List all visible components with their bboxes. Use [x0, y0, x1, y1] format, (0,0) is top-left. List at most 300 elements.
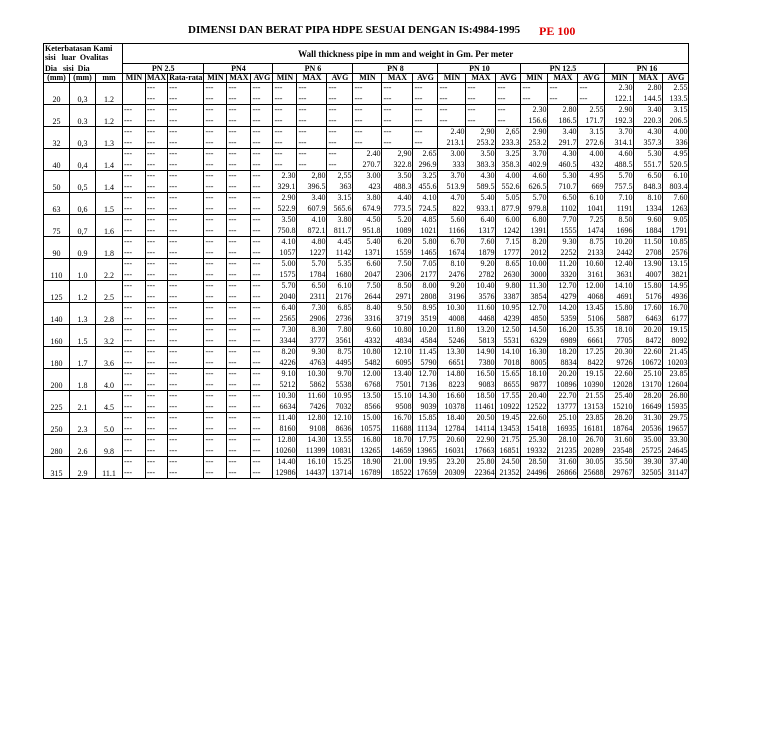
value-cell: 2.40: [353, 149, 382, 160]
subheader-cell: AVG: [251, 74, 273, 83]
value-cell: 5.70: [273, 281, 297, 292]
subheader-cell: MIN: [438, 74, 466, 83]
value-cell: 8472: [634, 336, 663, 347]
table-row: [44, 105, 689, 116]
dia-cell: 75: [44, 215, 70, 237]
value-cell: ---: [204, 413, 227, 424]
value-cell: ---: [146, 83, 168, 94]
value-cell: 4691: [605, 292, 634, 303]
value-cell: ---: [251, 281, 273, 292]
table-row: [44, 358, 689, 369]
value-cell: 6.20: [382, 237, 413, 248]
value-cell: 171.7: [578, 116, 605, 127]
value-cell: 14.80: [438, 369, 466, 380]
value-cell: ---: [146, 182, 168, 193]
subheader-cell: MIN: [273, 74, 297, 83]
value-cell: 750.8: [273, 226, 297, 237]
value-cell: 11.30: [521, 281, 548, 292]
value-cell: 9.30: [297, 347, 327, 358]
value-cell: 10672: [634, 358, 663, 369]
value-cell: 5887: [605, 314, 634, 325]
table-row: [44, 237, 689, 248]
value-cell: 14114: [466, 424, 496, 435]
value-cell: 9.05: [663, 215, 689, 226]
value-cell: 5.70: [297, 259, 327, 270]
value-cell: 2133: [578, 248, 605, 259]
value-cell: ---: [353, 138, 382, 149]
value-cell: ---: [251, 435, 273, 446]
value-cell: 5813: [466, 336, 496, 347]
value-cell: 7032: [327, 402, 353, 413]
value-cell: 20.20: [548, 369, 578, 380]
value-cell: 11.80: [438, 325, 466, 336]
value-cell: 18764: [605, 424, 634, 435]
value-cell: ---: [466, 116, 496, 127]
value-cell: ---: [168, 391, 204, 402]
value-cell: ---: [227, 127, 251, 138]
group-header-pn6: PN 6: [273, 64, 353, 74]
tolerance-cell: 2.6: [70, 435, 96, 457]
value-cell: 3000: [521, 270, 548, 281]
value-cell: ---: [227, 281, 251, 292]
value-cell: ---: [251, 314, 273, 325]
value-cell: 1021: [413, 226, 438, 237]
value-cell: 1191: [605, 204, 634, 215]
subheader-cell: MIN: [204, 74, 227, 83]
value-cell: 1166: [438, 226, 466, 237]
value-cell: ---: [273, 116, 297, 127]
table-row: [44, 380, 689, 391]
unit-ovality: mm: [96, 74, 123, 83]
value-cell: ---: [251, 94, 273, 105]
value-cell: ---: [204, 402, 227, 413]
value-cell: 25.80: [466, 457, 496, 468]
value-cell: 383.3: [466, 160, 496, 171]
value-cell: 6.40: [273, 303, 297, 314]
value-cell: 2.55: [578, 105, 605, 116]
value-cell: ---: [204, 215, 227, 226]
value-cell: 1777: [496, 248, 521, 259]
value-cell: 10.30: [273, 391, 297, 402]
table-row: [44, 347, 689, 358]
value-cell: 2708: [634, 248, 663, 259]
value-cell: 17.25: [578, 347, 605, 358]
value-cell: 1041: [578, 204, 605, 215]
value-cell: ---: [168, 292, 204, 303]
value-cell: 8223: [438, 380, 466, 391]
value-cell: 3344: [273, 336, 297, 347]
value-cell: 29767: [605, 468, 634, 479]
value-cell: 4.70: [438, 193, 466, 204]
value-cell: 5482: [353, 358, 382, 369]
value-cell: 3.80: [327, 215, 353, 226]
value-cell: ---: [273, 105, 297, 116]
value-cell: ---: [353, 116, 382, 127]
value-cell: 24496: [521, 468, 548, 479]
value-cell: 1680: [327, 270, 353, 281]
value-cell: 8.75: [327, 347, 353, 358]
value-cell: 803.4: [663, 182, 689, 193]
value-cell: ---: [251, 413, 273, 424]
value-cell: ---: [168, 303, 204, 314]
value-cell: ---: [123, 380, 146, 391]
value-cell: ---: [227, 226, 251, 237]
value-cell: 5106: [578, 314, 605, 325]
value-cell: 1791: [663, 226, 689, 237]
value-cell: 18.50: [466, 391, 496, 402]
value-cell: 15.80: [605, 303, 634, 314]
value-cell: 2252: [548, 248, 578, 259]
value-cell: 2.80: [548, 105, 578, 116]
value-cell: ---: [168, 369, 204, 380]
value-cell: ---: [168, 226, 204, 237]
value-cell: 6.80: [521, 215, 548, 226]
value-cell: 20.50: [466, 413, 496, 424]
value-cell: 4.60: [521, 171, 548, 182]
group-header-pn8: PN 8: [353, 64, 438, 74]
value-cell: ---: [146, 237, 168, 248]
value-cell: ---: [466, 105, 496, 116]
value-cell: 336: [663, 138, 689, 149]
ovality-cell: 4.5: [96, 391, 123, 413]
value-cell: ---: [123, 325, 146, 336]
value-cell: 32505: [634, 468, 663, 479]
value-cell: 144.5: [634, 94, 663, 105]
value-cell: ---: [438, 105, 466, 116]
value-cell: 669: [578, 182, 605, 193]
ovality-cell: 3.6: [96, 347, 123, 369]
value-cell: ---: [146, 149, 168, 160]
value-cell: ---: [168, 347, 204, 358]
value-cell: 8092: [663, 336, 689, 347]
dia-cell: 40: [44, 149, 70, 171]
value-cell: 8.65: [496, 259, 521, 270]
value-cell: ---: [413, 94, 438, 105]
value-cell: ---: [466, 83, 496, 94]
value-cell: 674.9: [353, 204, 382, 215]
table-row: [44, 259, 689, 270]
value-cell: 2808: [413, 292, 438, 303]
value-cell: ---: [273, 160, 297, 171]
value-cell: 933.1: [466, 204, 496, 215]
value-cell: 3.15: [663, 105, 689, 116]
value-cell: 21.55: [578, 391, 605, 402]
table-row: [44, 336, 689, 347]
value-cell: ---: [123, 281, 146, 292]
value-cell: ---: [168, 182, 204, 193]
value-cell: 14.10: [496, 347, 521, 358]
value-cell: 363: [327, 182, 353, 193]
table-row: [44, 94, 689, 105]
value-cell: 7.10: [605, 193, 634, 204]
value-cell: ---: [123, 182, 146, 193]
value-cell: 2630: [496, 270, 521, 281]
value-cell: 7.30: [273, 325, 297, 336]
value-cell: 16.70: [663, 303, 689, 314]
table-row: [44, 138, 689, 149]
value-cell: 1334: [634, 204, 663, 215]
value-cell: 822: [438, 204, 466, 215]
dia-cell: 180: [44, 347, 70, 369]
value-cell: 19.15: [663, 325, 689, 336]
subheader-cell: MAX: [548, 74, 578, 83]
value-cell: ---: [251, 171, 273, 182]
value-cell: ---: [227, 325, 251, 336]
value-cell: 7501: [382, 380, 413, 391]
value-cell: 20.60: [438, 435, 466, 446]
value-cell: 13.20: [466, 325, 496, 336]
value-cell: 3.70: [521, 149, 548, 160]
value-cell: 28.20: [605, 413, 634, 424]
dia-cell: 315: [44, 457, 70, 479]
value-cell: ---: [204, 435, 227, 446]
table-row: [44, 116, 689, 127]
value-cell: ---: [496, 105, 521, 116]
value-cell: 1242: [496, 226, 521, 237]
value-cell: 1317: [466, 226, 496, 237]
value-cell: 4279: [548, 292, 578, 303]
value-cell: 22.60: [605, 369, 634, 380]
value-cell: 25.10: [548, 413, 578, 424]
ovality-cell: 2.8: [96, 303, 123, 325]
value-cell: 8.50: [382, 281, 413, 292]
value-cell: 951.8: [353, 226, 382, 237]
value-cell: 15.10: [382, 391, 413, 402]
value-cell: 322.8: [382, 160, 413, 171]
value-cell: ---: [168, 127, 204, 138]
dia-cell: 140: [44, 303, 70, 325]
value-cell: ---: [353, 94, 382, 105]
value-cell: 1102: [548, 204, 578, 215]
value-cell: 33.30: [663, 435, 689, 446]
value-cell: 488.5: [605, 160, 634, 171]
value-cell: 2.90: [605, 105, 634, 116]
value-cell: 4936: [663, 292, 689, 303]
value-cell: 5538: [327, 380, 353, 391]
unit-tolerance: (mm): [70, 74, 96, 83]
value-cell: ---: [251, 380, 273, 391]
value-cell: 270.7: [353, 160, 382, 171]
value-cell: ---: [227, 149, 251, 160]
value-cell: 10.40: [466, 281, 496, 292]
header-left-top-2: Kami: [93, 44, 113, 53]
value-cell: ---: [146, 424, 168, 435]
value-cell: ---: [297, 94, 327, 105]
value-cell: ---: [353, 83, 382, 94]
value-cell: 3.70: [605, 127, 634, 138]
tolerance-cell: 0,5: [70, 171, 96, 193]
header-left-top-0: Keter: [45, 44, 65, 53]
value-cell: 39.30: [634, 457, 663, 468]
value-cell: ---: [227, 468, 251, 479]
header-left-block: [44, 44, 123, 64]
value-cell: 10390: [578, 380, 605, 391]
value-cell: 522.9: [273, 204, 297, 215]
tolerance-cell: 2.1: [70, 391, 96, 413]
value-cell: ---: [251, 336, 273, 347]
value-cell: 13965: [413, 446, 438, 457]
table-row: [44, 193, 689, 204]
value-cell: 10575: [353, 424, 382, 435]
value-cell: 7.60: [466, 237, 496, 248]
value-cell: 4008: [438, 314, 466, 325]
value-cell: 16649: [634, 402, 663, 413]
value-cell: 1884: [634, 226, 663, 237]
value-cell: ---: [438, 94, 466, 105]
value-cell: 296.9: [413, 160, 438, 171]
table-row: [44, 182, 689, 193]
value-cell: 6634: [273, 402, 297, 413]
value-cell: 16935: [548, 424, 578, 435]
value-cell: ---: [382, 83, 413, 94]
value-cell: 10.00: [521, 259, 548, 270]
value-cell: 26.70: [578, 435, 605, 446]
value-cell: ---: [382, 94, 413, 105]
value-cell: ---: [204, 116, 227, 127]
value-cell: 333: [438, 160, 466, 171]
value-cell: ---: [204, 160, 227, 171]
value-cell: ---: [168, 435, 204, 446]
dia-cell: 110: [44, 259, 70, 281]
value-cell: 11134: [413, 424, 438, 435]
value-cell: 6651: [438, 358, 466, 369]
value-cell: ---: [204, 424, 227, 435]
value-cell: 7380: [466, 358, 496, 369]
value-cell: ---: [251, 457, 273, 468]
value-cell: 3854: [521, 292, 548, 303]
value-cell: 773.5: [382, 204, 413, 215]
value-cell: ---: [273, 83, 297, 94]
value-cell: ---: [123, 292, 146, 303]
value-cell: ---: [204, 314, 227, 325]
value-cell: ---: [251, 160, 273, 171]
value-cell: 15.00: [353, 413, 382, 424]
value-cell: ---: [251, 248, 273, 259]
value-cell: 724.5: [413, 204, 438, 215]
value-cell: ---: [168, 380, 204, 391]
value-cell: ---: [204, 237, 227, 248]
value-cell: ---: [168, 325, 204, 336]
ovality-cell: 5.0: [96, 413, 123, 435]
value-cell: ---: [123, 237, 146, 248]
value-cell: 7.05: [413, 259, 438, 270]
value-cell: 23548: [605, 446, 634, 457]
value-cell: ---: [204, 369, 227, 380]
value-cell: ---: [496, 94, 521, 105]
value-cell: 3.50: [466, 149, 496, 160]
value-cell: 8.20: [521, 237, 548, 248]
value-cell: 3320: [548, 270, 578, 281]
value-cell: 1555: [548, 226, 578, 237]
tolerance-cell: 0.9: [70, 237, 96, 259]
value-cell: ---: [123, 193, 146, 204]
value-cell: 10831: [327, 446, 353, 457]
value-cell: 2,90: [382, 149, 413, 160]
subheader-cell: AVG: [578, 74, 605, 83]
value-cell: ---: [227, 248, 251, 259]
value-cell: ---: [146, 336, 168, 347]
value-cell: 18.40: [438, 413, 466, 424]
value-cell: 15418: [521, 424, 548, 435]
value-cell: ---: [413, 127, 438, 138]
value-cell: 7426: [297, 402, 327, 413]
value-cell: 6.00: [496, 215, 521, 226]
value-cell: 3631: [605, 270, 634, 281]
value-cell: ---: [146, 402, 168, 413]
value-cell: ---: [251, 226, 273, 237]
value-cell: ---: [146, 94, 168, 105]
value-cell: 8566: [353, 402, 382, 413]
value-cell: ---: [227, 83, 251, 94]
value-cell: ---: [251, 149, 273, 160]
value-cell: 14437: [297, 468, 327, 479]
tolerance-cell: 0,3: [70, 83, 96, 105]
value-cell: ---: [168, 171, 204, 182]
value-cell: ---: [123, 248, 146, 259]
value-cell: 17.55: [496, 391, 521, 402]
value-cell: 4007: [634, 270, 663, 281]
value-cell: 10.85: [663, 237, 689, 248]
value-cell: 4.30: [466, 171, 496, 182]
value-cell: 16.80: [353, 435, 382, 446]
value-cell: 314.1: [605, 138, 634, 149]
value-cell: 2.40: [438, 127, 466, 138]
table-row: [44, 314, 689, 325]
value-cell: 272.6: [578, 138, 605, 149]
dia-cell: 125: [44, 281, 70, 303]
value-cell: 3719: [382, 314, 413, 325]
value-cell: 329.1: [273, 182, 297, 193]
value-cell: 233.3: [496, 138, 521, 149]
value-cell: 13777: [548, 402, 578, 413]
ovality-cell: 1.2: [96, 83, 123, 105]
value-cell: ---: [123, 446, 146, 457]
value-cell: 2442: [605, 248, 634, 259]
value-cell: ---: [146, 204, 168, 215]
value-cell: ---: [168, 281, 204, 292]
dia-cell: 90: [44, 237, 70, 259]
value-cell: 8.95: [413, 303, 438, 314]
value-cell: ---: [168, 358, 204, 369]
value-cell: ---: [168, 160, 204, 171]
value-cell: ---: [146, 226, 168, 237]
value-cell: ---: [123, 358, 146, 369]
value-cell: 13.40: [382, 369, 413, 380]
value-cell: 8.10: [634, 193, 663, 204]
value-cell: ---: [204, 292, 227, 303]
value-cell: 1784: [297, 270, 327, 281]
value-cell: 186.5: [548, 116, 578, 127]
value-cell: 4584: [413, 336, 438, 347]
value-cell: 25.30: [521, 435, 548, 446]
value-cell: ---: [251, 215, 273, 226]
group-header-pn2-5: PN 2.5: [123, 64, 204, 74]
value-cell: ---: [168, 237, 204, 248]
value-cell: 15.25: [327, 457, 353, 468]
table-row: [44, 446, 689, 457]
subheader-cell: MIN: [123, 74, 146, 83]
value-cell: ---: [168, 248, 204, 259]
value-cell: ---: [327, 83, 353, 94]
subheader-cell: AVG: [413, 74, 438, 83]
value-cell: 24645: [663, 446, 689, 457]
value-cell: ---: [146, 171, 168, 182]
value-cell: 9083: [466, 380, 496, 391]
tolerance-cell: 2.3: [70, 413, 96, 435]
value-cell: ---: [327, 116, 353, 127]
value-cell: 4332: [353, 336, 382, 347]
subheader-cell: AVG: [663, 74, 689, 83]
